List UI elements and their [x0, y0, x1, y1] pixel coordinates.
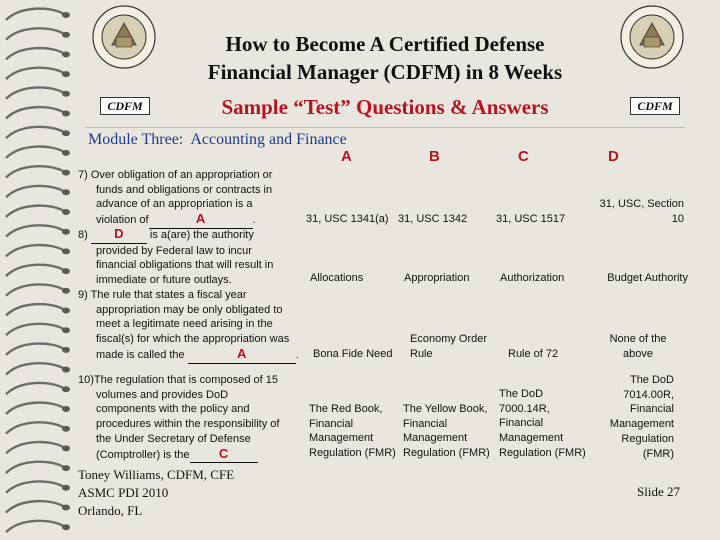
q8-line-2: provided by Federal law to incur — [96, 244, 252, 257]
q9-option-a: Bona Fide Need — [313, 348, 393, 360]
cdfm-logo-left: CDFM — [100, 97, 150, 115]
q9-blank-suffix: . — [295, 348, 299, 361]
spiral-ring — [6, 206, 64, 217]
q10-line-4: procedures within the responsibility of — [96, 418, 280, 431]
slide-subtitle: Sample “Test” Questions & Answers — [221, 95, 549, 119]
asmc-seal-right — [620, 5, 684, 69]
q10-answer-letter: C — [218, 445, 229, 461]
spiral-ring — [6, 87, 64, 98]
q9-option-d: None of the above — [609, 333, 667, 360]
slide-number: Slide 27 — [637, 484, 680, 499]
cdfm-logo-right: CDFM — [630, 97, 680, 115]
q8-answer-blank — [91, 227, 147, 244]
column-header-c: C — [518, 148, 529, 165]
spiral-ring — [6, 343, 64, 354]
q9-line-1: 9) The rule that states a fiscal year — [78, 289, 247, 301]
spiral-hole — [62, 51, 70, 57]
spiral-hole — [62, 91, 70, 97]
spiral-ring — [6, 28, 64, 39]
column-header-d: D — [608, 148, 619, 165]
q9-answer-letter: A — [237, 345, 247, 361]
q10-line-3: components with the policy and — [96, 403, 250, 416]
spiral-hole — [62, 485, 70, 491]
asmc-seal-left — [92, 5, 156, 69]
q9-line-5 — [78, 347, 299, 364]
spiral-hole — [62, 229, 70, 235]
spiral-ring — [6, 186, 64, 197]
spiral-ring — [6, 363, 64, 374]
q10-option-b: The Yellow Book, Financial Management Regulation (FMR) — [403, 403, 490, 460]
q9-line-2: appropriation may be only obligated to — [96, 303, 283, 316]
q9-option-b: Economy Order Rule — [410, 333, 488, 360]
q10-blank-prefix: (Comptroller) is the — [96, 448, 190, 461]
column-header-a: A — [341, 148, 352, 165]
q7-line-3: advance of an appropriation is a — [96, 198, 253, 211]
q8-answer-letter: D — [114, 226, 124, 241]
q8-number: 8) — [78, 229, 88, 241]
question-10 — [78, 373, 279, 463]
spiral-hole — [62, 406, 70, 412]
slide-title — [150, 30, 620, 86]
q9-line-4: fiscal(s) for which the appropriation was — [96, 333, 290, 346]
q7-option-a: 31, USC 1341(a) — [306, 213, 389, 225]
spiral-hole — [62, 327, 70, 333]
spiral-ring — [6, 9, 64, 20]
q10-line-6 — [78, 447, 279, 464]
spiral-ring — [6, 462, 64, 473]
spiral-ring — [6, 383, 64, 394]
spiral-hole — [62, 32, 70, 38]
spiral-hole — [62, 130, 70, 136]
question-8 — [78, 227, 273, 288]
presenter-info — [78, 466, 234, 520]
q8-line-3: financial obligations that will result in — [96, 259, 274, 272]
module-heading — [88, 131, 347, 149]
q8-option-b: Appropriation — [404, 272, 470, 284]
q8-option-c: Authorization — [500, 272, 565, 284]
spiral-hole — [62, 445, 70, 451]
spiral-ring — [6, 146, 64, 157]
q8-option-a: Allocations — [310, 272, 364, 284]
q10-line-2: volumes and provides DoD — [96, 388, 229, 401]
spiral-hole — [62, 386, 70, 392]
q8-line-after-blank: is a(are) the authority — [149, 229, 254, 241]
spiral-ring — [6, 245, 64, 256]
q10-option-c: The DoD 7000.14R, Financial Management Regulation (FMR) — [499, 388, 586, 459]
spiral-ring — [6, 48, 64, 59]
spiral-hole — [62, 524, 70, 530]
spiral-ring — [6, 304, 64, 315]
spiral-ring — [6, 265, 64, 276]
q10-line-5: the Under Secretary of Defense — [96, 432, 251, 445]
spiral-hole — [62, 150, 70, 156]
q7-option-b: 31, USC 1342 — [398, 213, 468, 225]
q7-answer-letter: A — [195, 211, 206, 227]
q7-line-2: funds and obligations or contracts in — [96, 183, 273, 196]
q8-line-1 — [78, 227, 273, 244]
spiral-hole — [62, 367, 70, 373]
q10-option-d: The DoD 7014.00R, Financial Management Regulation (FMR) — [609, 374, 674, 460]
title-line-2: Financial Manager (CDFM) in 8 Weeks — [207, 60, 563, 84]
spiral-ring — [6, 166, 64, 177]
q9-answer-blank — [188, 347, 296, 364]
spiral-ring — [6, 127, 64, 138]
module-label: Module Three: — [88, 131, 184, 148]
spiral-hole — [62, 111, 70, 117]
spiral-hole — [62, 465, 70, 471]
q9-blank-prefix: made is called the — [96, 348, 185, 361]
spiral-ring — [6, 521, 64, 532]
spiral-binding — [0, 0, 80, 540]
q7-blank-prefix: violation of — [96, 214, 149, 227]
spiral-hole — [62, 308, 70, 314]
spiral-ring — [6, 324, 64, 335]
spiral-hole — [62, 12, 70, 18]
q10-answer-blank — [190, 447, 258, 464]
spiral-ring — [6, 225, 64, 236]
q8-line-4: immediate or future outlays. — [96, 274, 232, 287]
q7-option-d: 31, USC, Section 10 — [599, 198, 684, 225]
spiral-ring — [6, 442, 64, 453]
spiral-hole — [62, 71, 70, 77]
spiral-hole — [62, 170, 70, 176]
spiral-ring — [6, 501, 64, 512]
question-7 — [78, 168, 272, 229]
spiral-ring — [6, 107, 64, 118]
event-location: Orlando, FL — [78, 503, 143, 518]
question-9 — [78, 288, 299, 364]
q9-line-3: meet a legitimate need arising in the — [96, 318, 273, 331]
spiral-hole — [62, 268, 70, 274]
event-name: ASMC PDI 2010 — [78, 485, 169, 500]
q8-option-d: Budget Authority — [607, 272, 688, 284]
spiral-hole — [62, 189, 70, 195]
spiral-ring — [6, 403, 64, 414]
title-line-1: How to Become A Certified Defense — [225, 32, 545, 56]
q7-blank-suffix: . — [252, 214, 256, 227]
spiral-ring — [6, 481, 64, 492]
spiral-hole — [62, 505, 70, 511]
column-header-b: B — [429, 148, 440, 165]
spiral-hole — [62, 288, 70, 294]
spiral-ring — [6, 284, 64, 295]
q9-option-c: Rule of 72 — [508, 348, 559, 360]
spiral-hole — [62, 347, 70, 353]
spiral-hole — [62, 248, 70, 254]
module-name: Accounting and Finance — [190, 131, 347, 148]
q7-line-1: 7) Over obligation of an appropriation or — [78, 169, 273, 181]
spiral-hole — [62, 426, 70, 432]
q7-option-c: 31, USC 1517 — [496, 213, 566, 225]
q10-option-a: The Red Book, Financial Management Regulation (FMR) — [309, 403, 396, 460]
header-divider — [85, 127, 685, 128]
spiral-ring — [6, 68, 64, 79]
spiral-hole — [62, 209, 70, 215]
presenter-name: Toney Williams, CDFM, CFE — [78, 467, 235, 482]
spiral-ring — [6, 422, 64, 433]
q10-line-1: 10)The regulation that is composed of 15 — [78, 374, 278, 386]
